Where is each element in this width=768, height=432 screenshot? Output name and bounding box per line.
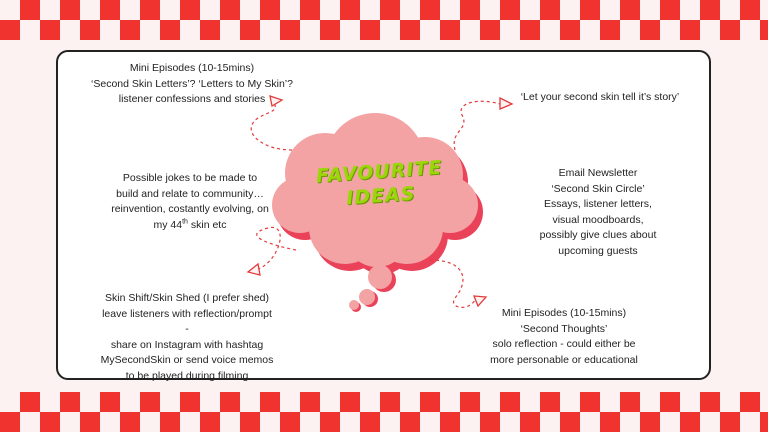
note-email-newsletter: Email Newsletter ‘Second Skin Circle’ Essays, listener letters, visual moodboards, possibly give clues about upcoming guests: [539, 167, 657, 257]
note-mini-episodes-letters: Mini Episodes (10-15mins) ‘Second Skin Letters’? ‘Letters to My Skin’? listener confessions and stories: [91, 62, 293, 105]
note-skin-shed: Skin Shift/Skin Shed (I prefer shed) leave listeners with reflection/prompt - share on Instagram with hashtag MySecondSkin or send voice memos to be played during filming: [100, 292, 274, 382]
note-community-jokes: Possible jokes to be made to build and relate to community… reinvention, costantly evolving, on my 44th skin etc: [111, 172, 269, 231]
cloud-title-line1: FAVOURITE: [315, 156, 444, 188]
cloud-title-line2: IDEAS: [345, 182, 417, 210]
note-tagline: ‘Let your second skin tell it’s story’: [520, 91, 680, 103]
note-second-thoughts: Mini Episodes (10-15mins) ‘Second Thoughts’ solo reflection - could either be more personable or educational: [490, 307, 638, 366]
thought-bubbles: [349, 265, 396, 312]
